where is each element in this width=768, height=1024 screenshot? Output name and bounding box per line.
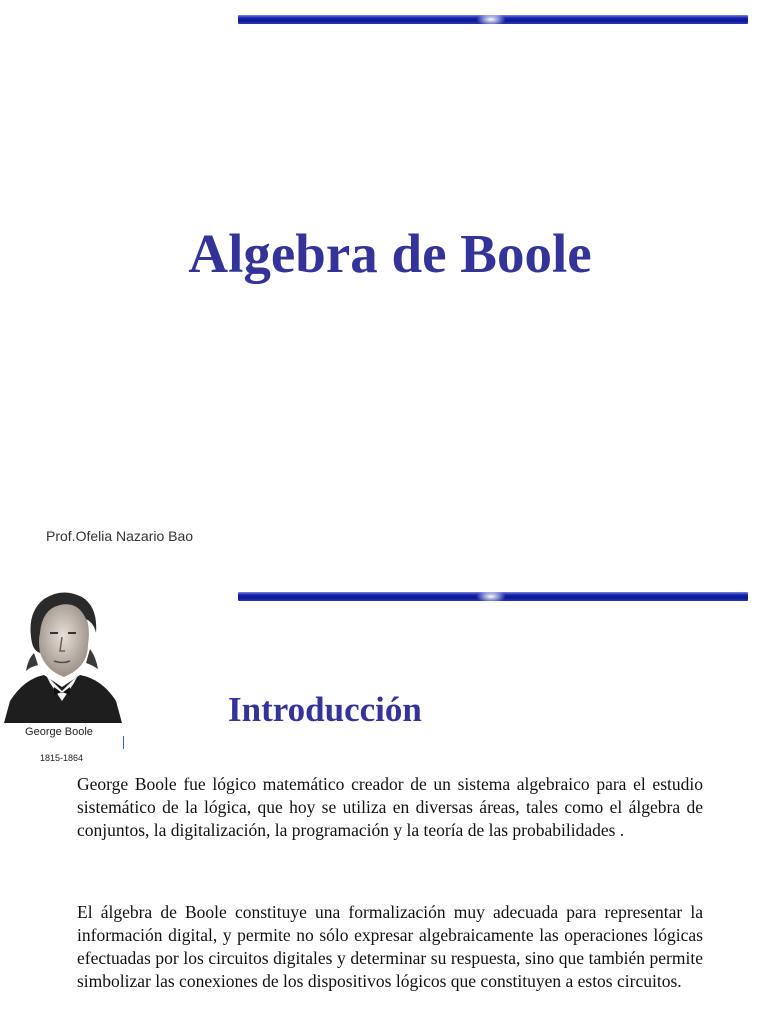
- george-boole-portrait-icon: [4, 583, 122, 723]
- paragraph-definition: El álgebra de Boole constituye una formalización muy adecuada para representar la información digital, y permite no sólo expresar algebraicamente las operaciones lógicas efectuadas por los circuitos digitales y determinar su respuesta, sino que también permite simbolizar las conexiones de los dispositivos lógicos que constituyen a estos circuitos.: [77, 902, 703, 991]
- paragraph-intro: George Boole fue lógico matemático creador de un sistema algebraico para el estudio sistemático de la lógica, que hoy se utiliza en diversas áreas, tales como el álgebra de conjuntos, la digitalización, la programación y la teoría de las probabilidades .: [77, 774, 703, 840]
- introduction-slide: [0, 578, 768, 1024]
- portrait-caption-name: George Boole: [25, 726, 93, 738]
- section-heading: Introducción: [228, 690, 422, 729]
- portrait-caption-years: 1815-1864: [39, 753, 84, 763]
- decorative-bar: [238, 592, 748, 601]
- text-cursor: [123, 736, 124, 749]
- slide-title: Algebra de Boole: [188, 223, 592, 284]
- author-label: Prof.Ofelia Nazario Bao: [46, 528, 194, 544]
- decorative-bar: [238, 15, 748, 24]
